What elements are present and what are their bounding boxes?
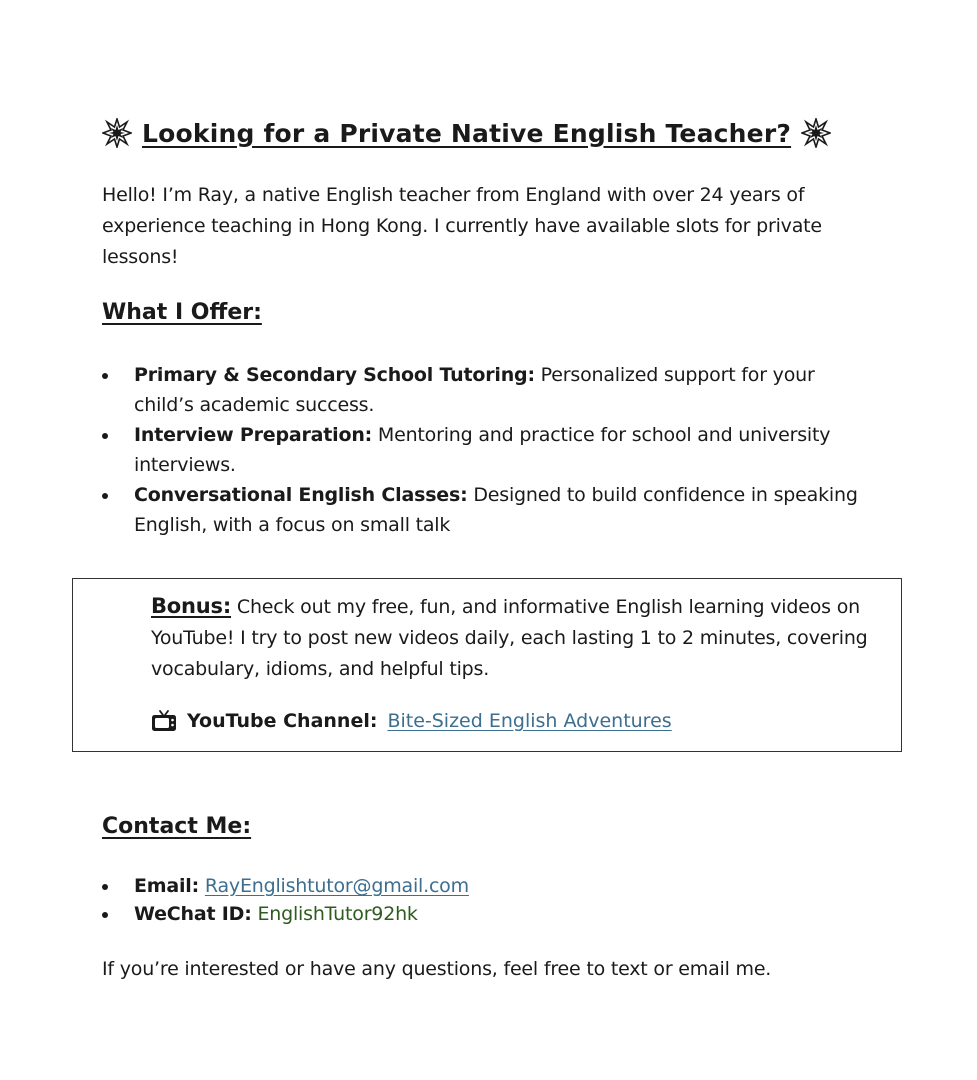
bullet-dot-icon xyxy=(102,433,108,439)
list-item xyxy=(102,872,862,900)
bullet-dot-icon xyxy=(102,884,108,890)
contact-list xyxy=(102,872,862,928)
email-link[interactable]: RayEnglishtutor@gmail.com xyxy=(204,875,469,897)
offer-list xyxy=(102,360,862,540)
sparkle-burst-icon-left xyxy=(102,118,132,148)
offer-item-label: Conversational English Classes: xyxy=(134,484,468,506)
bonus-paragraph xyxy=(151,591,871,685)
wechat-id-value: EnglishTutor92hk xyxy=(257,903,418,925)
offer-heading: What I Offer: xyxy=(102,300,262,325)
email-label: Email: xyxy=(134,875,200,897)
youtube-channel-link[interactable]: Bite-Sized English Adventures xyxy=(387,710,672,732)
youtube-channel-label: YouTube Channel: xyxy=(187,710,378,732)
title-text: Looking for a Private Native English Teacher? xyxy=(142,118,792,148)
bonus-text: Check out my free, fun, and informative English learning videos on YouTube! I try to post new videos daily, each lasting 1 to 2 minutes, covering vocabulary, idioms, and helpful tips. xyxy=(151,596,868,680)
offer-item-text: Designed to build confidence in speaking English, with a focus on small talk xyxy=(134,484,858,536)
list-item xyxy=(102,480,862,540)
list-item xyxy=(102,420,862,480)
offer-item-text: Personalized support for your child’s academic success. xyxy=(134,364,815,416)
bonus-box xyxy=(72,578,902,752)
offer-item-label: Primary & Secondary School Tutoring: xyxy=(134,364,535,386)
sparkle-burst-icon-right xyxy=(801,118,831,148)
bullet-dot-icon xyxy=(102,373,108,379)
bonus-label: Bonus: xyxy=(151,594,232,618)
youtube-channel-line xyxy=(151,709,672,733)
wechat-label: WeChat ID: xyxy=(134,903,252,925)
offer-item-label: Interview Preparation: xyxy=(134,424,373,446)
closing-paragraph: If you’re interested or have any questions, feel free to text or email me. xyxy=(102,958,772,980)
bullet-dot-icon xyxy=(102,493,108,499)
bullet-dot-icon xyxy=(102,912,108,918)
intro-paragraph: Hello! I’m Ray, a native English teacher from England with over 24 years of experience teaching in Hong Kong. I currently have available slots for private lessons! xyxy=(102,184,822,268)
list-item xyxy=(102,360,862,420)
page-title xyxy=(102,118,862,148)
contact-heading: Contact Me: xyxy=(102,814,252,839)
television-icon xyxy=(151,709,177,733)
offer-item-text: Mentoring and practice for school and university interviews. xyxy=(134,424,831,476)
list-item xyxy=(102,900,862,928)
